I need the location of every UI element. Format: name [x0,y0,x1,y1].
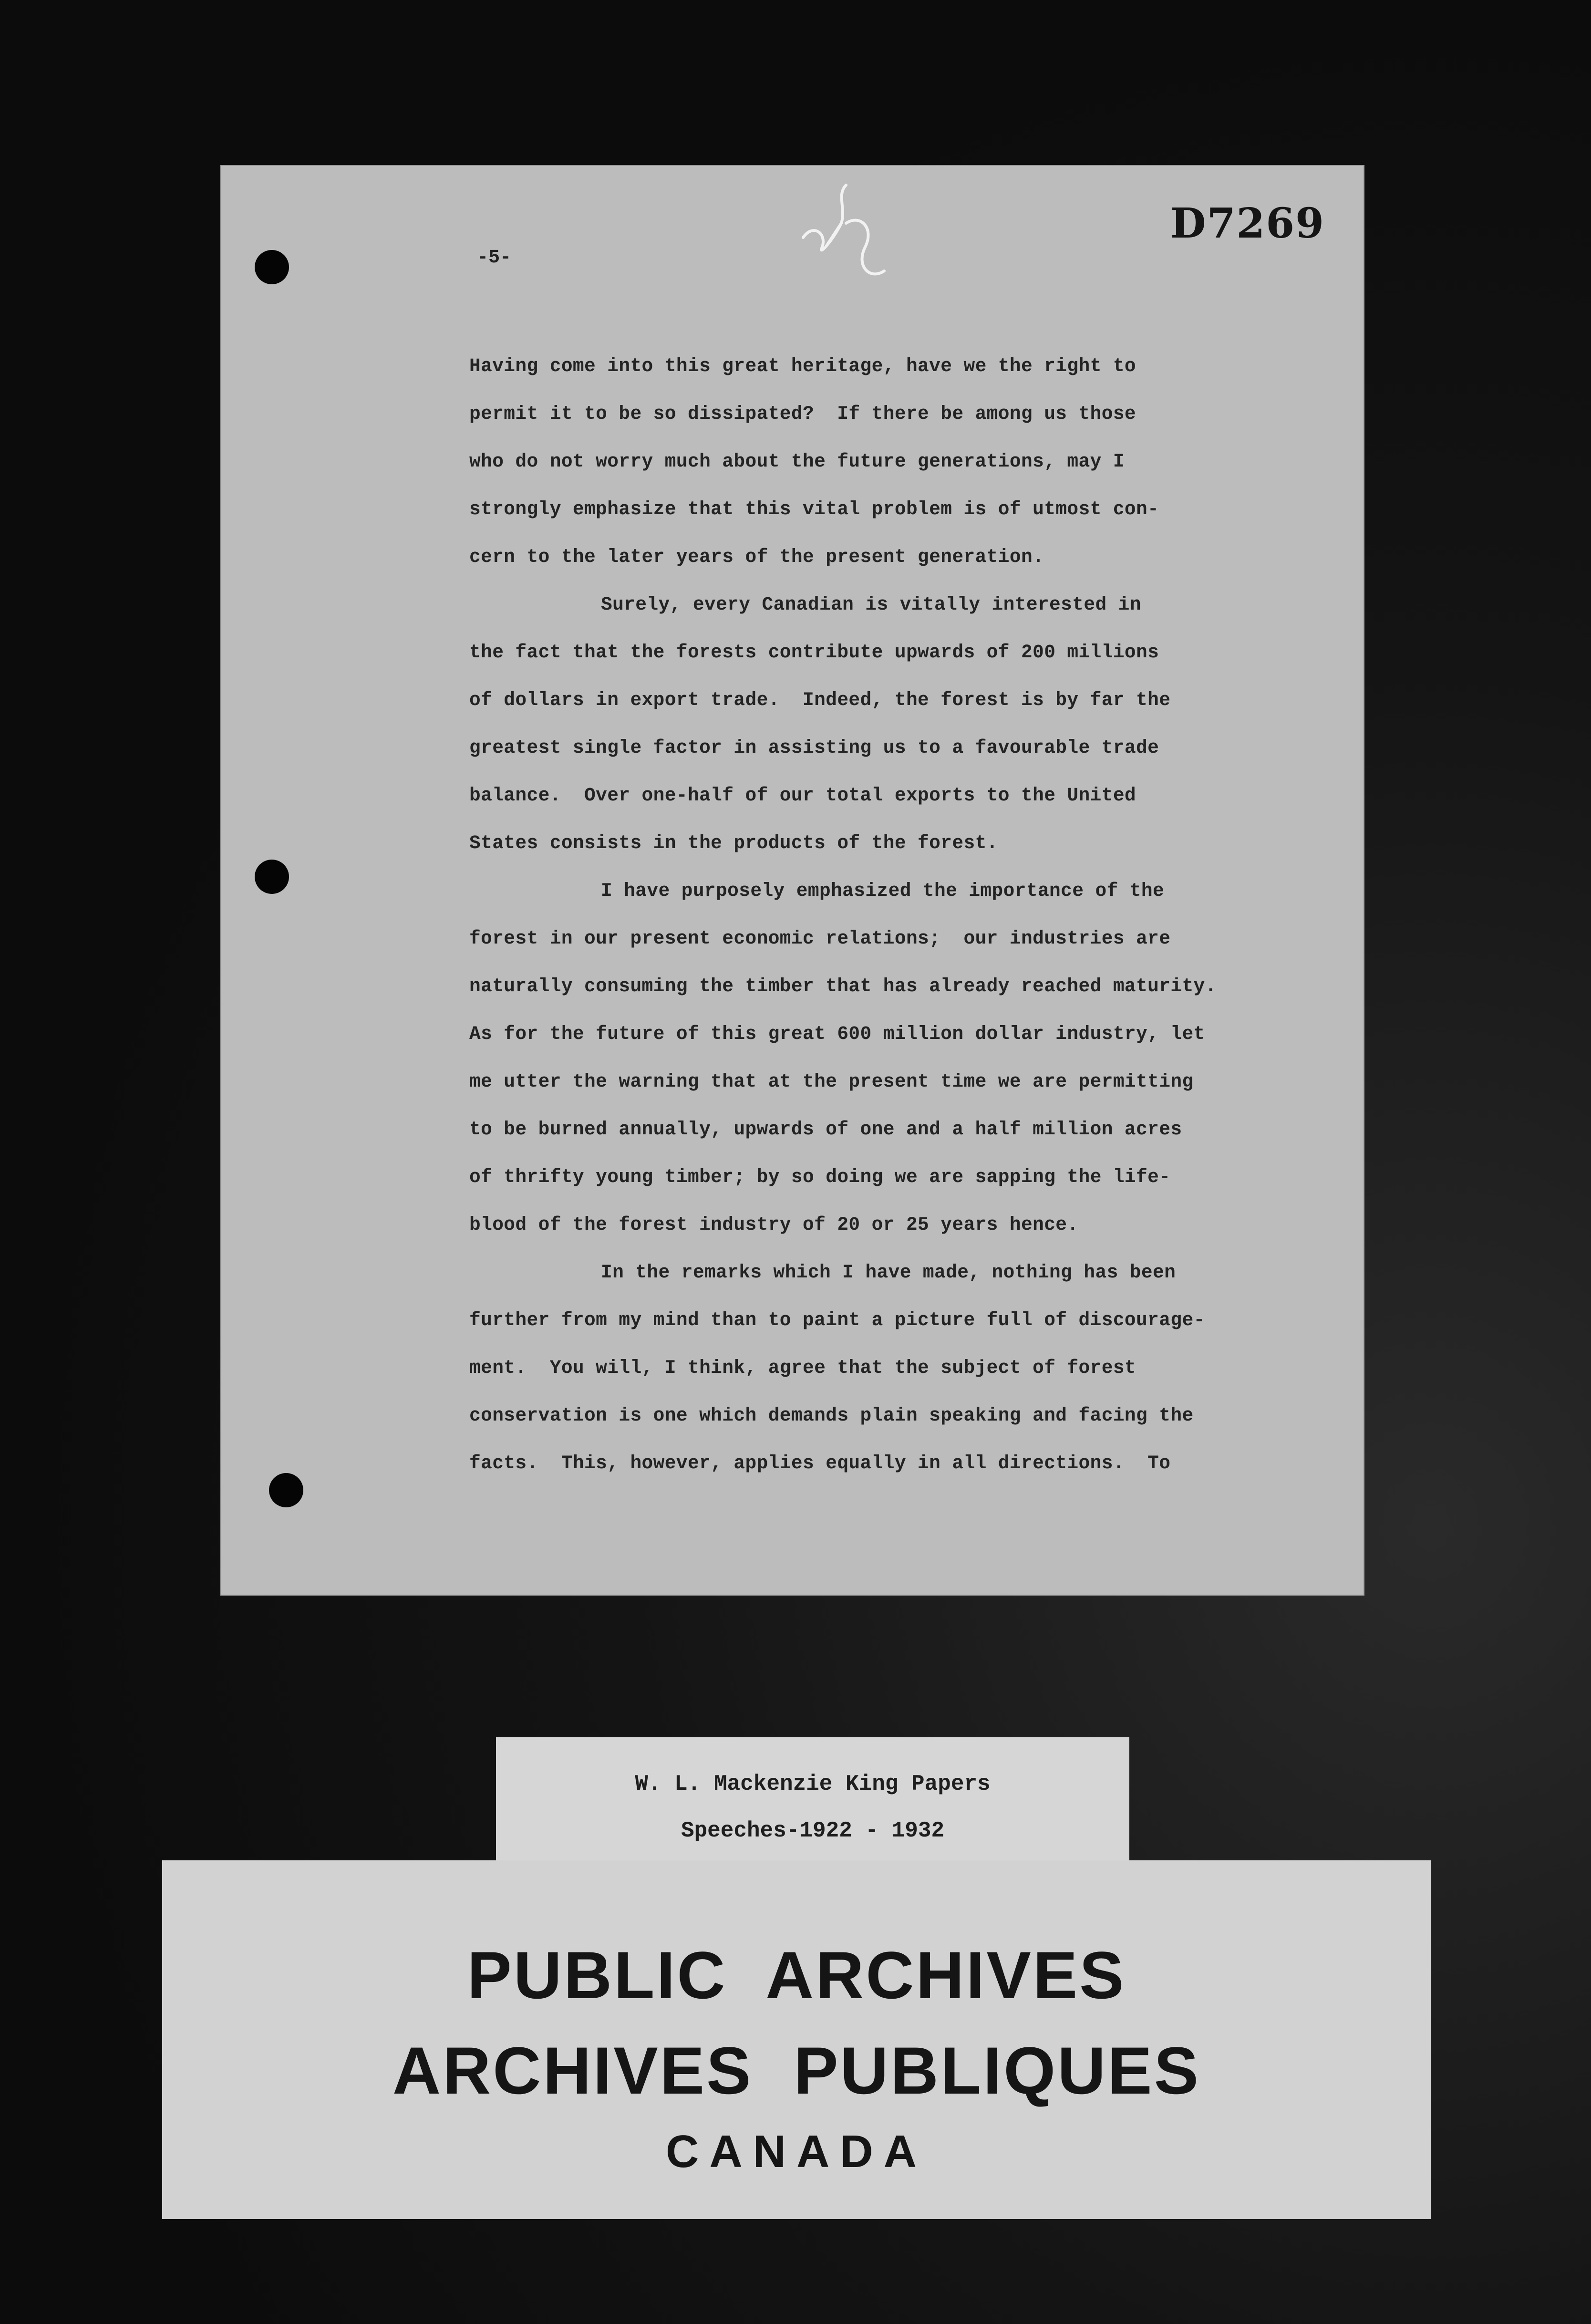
text-line: cern to the later years of the present generation. [469,546,1044,568]
archive-label-line1: PUBLIC ARCHIVES [467,1938,1126,2013]
punch-hole-top [255,250,289,284]
punch-hole-bottom [269,1473,303,1507]
text-line: me utter the warning that at the present time we are permitting [469,1071,1194,1092]
text-line: strongly emphasize that this vital problem is of utmost con- [469,498,1159,520]
collection-label-line1: W. L. Mackenzie King Papers [635,1772,991,1796]
collection-label-line2: Speeches-1922 - 1932 [681,1818,945,1843]
archive-label-line2: ARCHIVES PUBLIQUES [393,2033,1200,2108]
text-line: greatest single factor in assisting us to a favourable trade [469,737,1159,758]
page-number: -5- [477,247,512,269]
text-line: blood of the forest industry of 20 or 25 years hence. [469,1214,1079,1235]
text-line: States consists in the products of the forest. [469,832,998,854]
text-line: As for the future of this great 600 million dollar industry, let [469,1023,1205,1045]
handwritten-mark-icon [784,166,913,290]
text-line: the fact that the forests contribute upwards of 200 millions [469,642,1159,663]
text-line: Having come into this great heritage, have we the right to [469,355,1136,377]
text-line: of thrifty young timber; by so doing we are sapping the life- [469,1166,1171,1188]
document-page [221,166,1364,1595]
archive-label [162,1860,1431,2219]
text-line: to be burned annually, upwards of one and a half million acres [469,1119,1182,1140]
text-line: naturally consuming the timber that has already reached maturity. [469,975,1217,997]
typed-body-text [469,342,1299,1487]
text-line: conservation is one which demands plain speaking and facing the [469,1405,1194,1426]
text-line: permit it to be so dissipated? If there be among us those [469,403,1136,425]
text-line: further from my mind than to paint a picture full of discourage- [469,1309,1205,1331]
collection-label [496,1737,1129,1866]
archive-label-line3: CANADA [666,2126,927,2177]
text-line: ment. You will, I think, agree that the subject of forest [469,1357,1136,1379]
text-line: In the remarks which I have made, nothing has been [601,1262,1176,1283]
punch-hole-middle [255,860,289,894]
text-line: facts. This, however, applies equally in all directions. To [469,1452,1171,1474]
text-line: forest in our present economic relations; our industries are [469,928,1171,949]
document-number: D7269 [1170,199,1325,248]
text-line: of dollars in export trade. Indeed, the forest is by far the [469,689,1171,711]
text-line: I have purposely emphasized the importance of the [601,880,1165,902]
text-line: balance. Over one-half of our total exports to the United [469,785,1136,806]
text-line: who do not worry much about the future generations, may I [469,451,1125,472]
text-line: Surely, every Canadian is vitally interested in [601,594,1141,615]
